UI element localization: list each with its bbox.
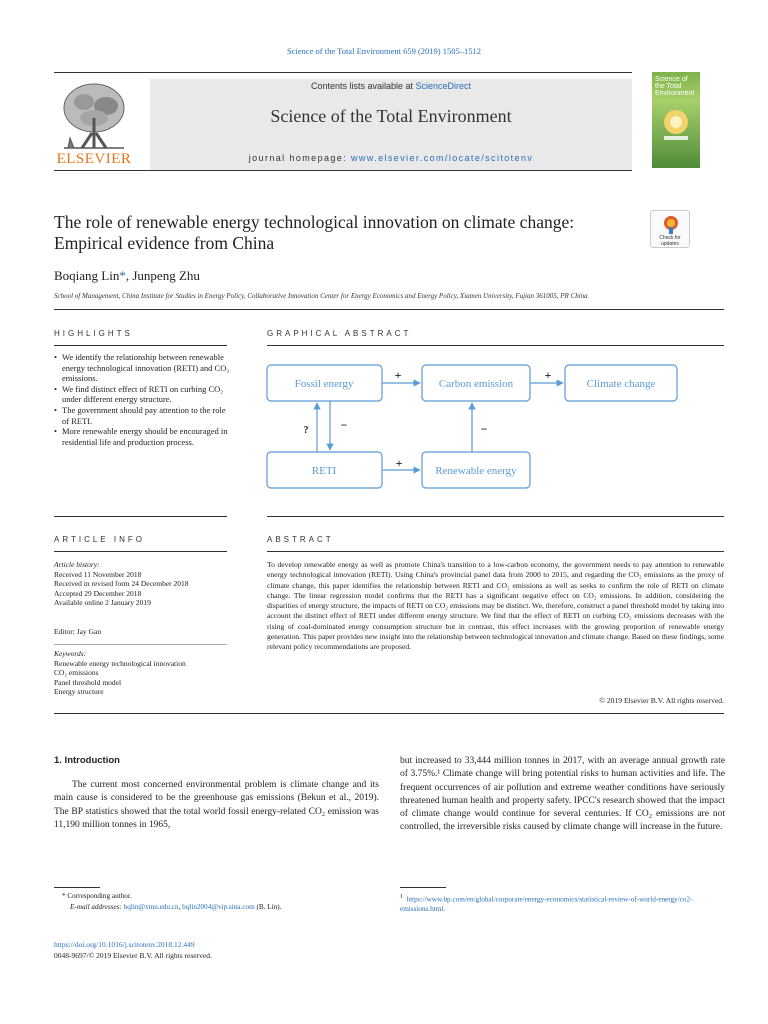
header-bottom-rule xyxy=(54,170,632,171)
sign-carbon-climate: + xyxy=(544,368,552,382)
footnote-rule-right xyxy=(400,887,446,888)
keyword: Panel threshold model xyxy=(54,677,122,687)
history-entry: Received 11 November 2018 xyxy=(54,569,142,579)
homepage-line xyxy=(150,153,632,163)
sciencedirect-link[interactable]: ScienceDirect xyxy=(415,81,472,91)
sign-reti-renewable: + xyxy=(395,456,403,470)
abstract-top-rule xyxy=(267,516,724,517)
graphical-abstract-rule xyxy=(267,345,724,346)
author-name[interactable]: Junpeng Zhu xyxy=(132,268,200,283)
email-link[interactable]: bqlin@xmu.edu.cn xyxy=(123,903,179,911)
crossmark-label: Check for updates xyxy=(659,235,681,247)
elsevier-wordmark: ELSEVIER xyxy=(56,151,132,167)
history-entry: Accepted 29 December 2018 xyxy=(54,588,142,598)
history-entry: Available online 2 January 2019 xyxy=(54,598,151,607)
article-info-top-rule xyxy=(54,516,227,517)
header-top-rule xyxy=(54,72,632,73)
node-fossil-label: Fossil energy xyxy=(294,378,354,390)
sign-fossil-reti: − xyxy=(340,418,348,432)
footnote-1 xyxy=(400,893,725,914)
history-entry: Received in revised form 24 December 2018 xyxy=(54,579,189,588)
author-list xyxy=(54,268,200,284)
article-info-heading: ARTICLE INFO xyxy=(54,535,145,544)
sign-fossil-carbon: + xyxy=(394,368,402,382)
check-for-updates-badge[interactable] xyxy=(650,210,690,248)
highlights-heading: HIGHLIGHTS xyxy=(54,329,133,338)
highlight-item: • More renewable energy should be encouraged in residential life and production process. xyxy=(54,426,230,447)
introduction-heading: 1. Introduction xyxy=(54,755,120,766)
graphical-abstract-diagram xyxy=(262,355,732,500)
highlights-list xyxy=(54,352,230,447)
keyword: CO₂ emissions xyxy=(54,668,99,677)
author-separator: , xyxy=(125,268,133,283)
email-addresses xyxy=(70,903,281,913)
corresponding-author-mark[interactable]: * xyxy=(119,268,126,283)
journal-title: Science of the Total Environment xyxy=(270,106,512,126)
email-suffix: (B. Lin). xyxy=(254,903,282,911)
abstract-copyright: © 2019 Elsevier B.V. All rights reserved. xyxy=(599,696,724,705)
email-separator: , xyxy=(178,903,183,911)
contents-prefix: Contents lists available at xyxy=(310,81,416,91)
abstract-bottom-rule xyxy=(54,713,724,714)
homepage-prefix: journal homepage: xyxy=(248,153,351,163)
highlight-item: • We find distinct effect of RETI on curbing CO₂ under different energy structure. xyxy=(54,384,230,405)
editor-line: Editor: Jay Gan xyxy=(54,627,102,636)
highlight-item: • The government should pay attention to the role of RETI. xyxy=(54,405,230,426)
article-history xyxy=(54,560,234,608)
footnote-marker: 1 xyxy=(400,894,403,900)
doi-link[interactable]: https://doi.org/10.1016/j.scitotenv.2018.12.449 xyxy=(54,940,195,949)
keyword: Energy structure xyxy=(54,687,104,696)
corresponding-author-note: * Corresponding author. xyxy=(62,892,132,900)
node-reti-label: RETI xyxy=(311,465,337,477)
keywords-rule xyxy=(54,644,227,645)
contents-line xyxy=(150,81,632,91)
keywords-block xyxy=(54,649,234,697)
issn-line: 0048-9697/© 2019 Elsevier B.V. All rights reserved. xyxy=(54,951,212,960)
node-renewable-label: Renewable energy xyxy=(435,465,517,477)
sign-renewable-carbon: − xyxy=(480,422,488,436)
footnote-rule-left xyxy=(54,887,100,888)
cover-flower-graphic xyxy=(660,106,692,146)
journal-cover-image[interactable] xyxy=(652,72,700,168)
graphical-abstract-heading: GRAPHICAL ABSTRACT xyxy=(267,329,412,338)
keywords-label: Keywords: xyxy=(54,649,87,658)
email-link[interactable]: bqlin2004@vip.sina.com xyxy=(182,903,255,911)
node-carbon-label: Carbon emission xyxy=(438,378,514,390)
cover-title: Science of the Total Environment xyxy=(655,76,695,97)
keyword: Renewable energy technological innovation xyxy=(54,658,186,668)
sign-reti-fossil: ? xyxy=(303,425,309,436)
bp-statistics-link[interactable]: https://www.bp.com/en/global/corporate/energy-economics/statistical-review-of-world-energy/co2-emissions.html. xyxy=(400,895,693,913)
introduction-left-column: The current most concerned environmental problem is climate change and its main cause is considered to be the greenhouse gas emissions (Bekun et al., 2019). The BP statistics showed that the total world fossil energy-related CO₂ emission was 11,190 million tonnes in 1965, xyxy=(54,780,379,830)
article-title: The role of renewable energy technological innovation on climate change: Empirical evidence from China xyxy=(54,212,575,253)
highlight-item: • We identify the relationship between renewable energy technological innovation (RETI) and CO₂ emissions. xyxy=(54,352,230,384)
journal-masthead xyxy=(150,79,632,170)
abstract-text: To develop renewable energy as well as promote China's transition to a low-carbon economy, the government needs to pay attention to renewable energy technological innovation (RETI). Using China's provincial panel data from 2000 to 2015, and regarding the CO₂ emissions as the proxy of climate change, this paper identifies the relationship between RETI and CO₂ emissions as well as seeks to confirm the role of RETI on climate change. The linear regression model confirms that the RETI has a significant negative effect on CO₂ emissions. In addition, considering the disparities of energy structure, the impacts of RETI on CO₂ emissions may be distinct. We, therefore, construct a panel threshold model by taking into account the distinct effect of RETI under different energy structure. We find that the effect of RETI on curbing CO₂ emissions decreases with the rising of coal-dominated energy consumption structure but in contrast, this effect increases with the growing proportion of renewable energy generation. This paper provides new insight into the relationship between technological innovation and climate change. Based on these findings, some relevant policy recommendations are proposed. xyxy=(267,560,724,652)
history-label: Article history: xyxy=(54,560,100,569)
author-affiliation: School of Management, China Institute for Studies in Energy Policy, Collaborative Innovation Center for Energy Economics and Energy Policy, Xiamen University, Fujian 361005, PR China xyxy=(54,292,588,300)
homepage-link[interactable]: www.elsevier.com/locate/scitotenv xyxy=(351,153,534,163)
crossmark-icon xyxy=(663,215,679,235)
journal-reference[interactable]: Science of the Total Environment 659 (2019) 1505–1512 xyxy=(286,46,481,56)
abstract-rule xyxy=(267,551,724,552)
email-prefix: E-mail addresses: xyxy=(70,903,124,911)
highlights-rule xyxy=(54,345,227,346)
affiliation-rule xyxy=(54,309,724,310)
abstract-heading: ABSTRACT xyxy=(267,535,334,544)
author-name[interactable]: Boqiang Lin xyxy=(54,268,120,283)
article-info-rule xyxy=(54,551,227,552)
node-climate-label: Climate change xyxy=(586,378,656,390)
introduction-right-column: but increased to 33,444 million tonnes in 2017, with an average annual growth rate of 3.75%.¹ Climate change will bring potential risks to human activities and life. The frequent occurrences of air pollution and extreme weather conditions have seriously threatened human health and property safety. IPCC's research showed that the impact of climate change would continue for several centuries. If CO₂ emissions are not controlled, the irreversible risks caused by climate change will increase in the future. xyxy=(400,756,725,833)
